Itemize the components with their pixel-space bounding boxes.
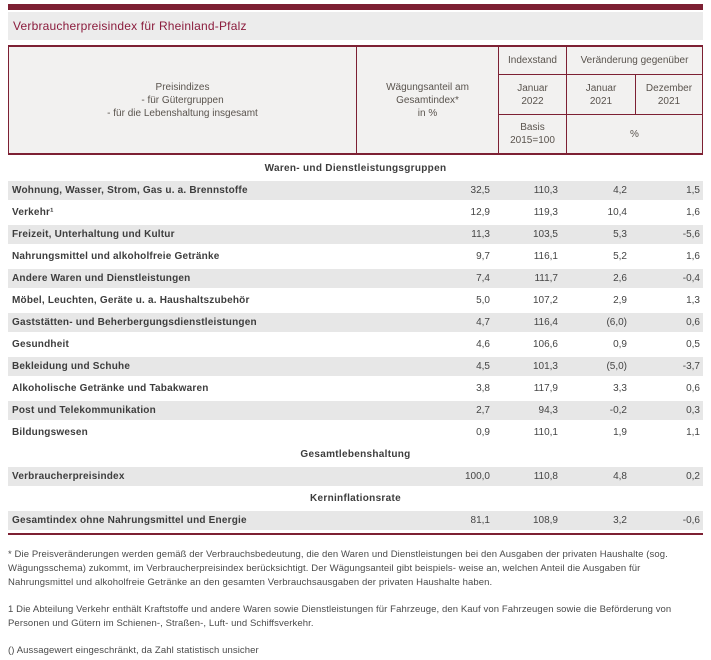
table-row xyxy=(8,401,703,420)
table-header xyxy=(8,45,703,155)
header-january-2022: Januar 2022 xyxy=(499,75,566,114)
cell-value: -0,4 xyxy=(682,273,700,284)
footnote-weighting: * Die Preisveränderungen werden gemäß der Verbrauchsbedeutung, die den Waren und Dienstleistungen bei den Ausgaben der privaten Haushalte (sog. Wägungsschema) zukommt, im Verbraucherpreisindex berücksichtigt. Der Wägungsanteil gibt beispiels- weise an, welchen Anteil die Ausgaben für Nahrungsmittel und alkoholfreie Getränke an den gesamten Verbrauchsausgaben der privaten Haushalte haben. xyxy=(8,549,668,588)
row-label: Nahrungsmittel und alkoholfreie Getränke xyxy=(12,251,220,262)
footnotes xyxy=(8,548,703,658)
header-weight-share: Wägungsanteil am Gesamtindex* in % xyxy=(357,47,498,153)
table-row xyxy=(8,313,703,332)
cell-value: 1,9 xyxy=(613,427,627,438)
row-label: Post und Telekommunikation xyxy=(12,405,156,416)
cell-value: 12,9 xyxy=(470,207,490,218)
cell-value: 1,6 xyxy=(686,207,700,218)
cell-value: 11,3 xyxy=(471,229,490,240)
table-row xyxy=(8,335,703,354)
cell-value: 81,1 xyxy=(470,515,490,526)
table-body xyxy=(8,159,703,535)
section-title: Gesamtlebenshaltung xyxy=(300,449,411,460)
header-index-level: Indexstand xyxy=(499,47,566,74)
cell-value: 32,5 xyxy=(470,185,490,196)
cell-value: 110,3 xyxy=(533,185,558,196)
cell-value: 1,3 xyxy=(686,295,700,306)
cell-value: 2,9 xyxy=(613,295,627,306)
cell-value: 5,3 xyxy=(613,229,627,240)
cell-value: 1,5 xyxy=(686,185,700,196)
cell-value: 94,3 xyxy=(538,405,558,416)
cell-value: 9,7 xyxy=(476,251,490,262)
table-row xyxy=(8,357,703,376)
cell-value: 110,8 xyxy=(533,471,558,482)
table-row xyxy=(8,181,703,200)
cell-value: 5,0 xyxy=(476,295,490,306)
cell-value: 3,8 xyxy=(476,383,490,394)
accent-top-bar xyxy=(8,4,703,10)
cell-value: 117,9 xyxy=(533,383,558,394)
cell-value: 0,5 xyxy=(686,339,700,350)
cell-value: 7,4 xyxy=(476,273,490,284)
cell-value: 0,6 xyxy=(686,383,700,394)
header-december-2021: Dezember 2021 xyxy=(636,75,702,114)
row-label: Freizeit, Unterhaltung und Kultur xyxy=(12,229,175,240)
cell-value: 4,8 xyxy=(613,471,627,482)
cell-value: 4,2 xyxy=(613,185,627,196)
cell-value: 2,6 xyxy=(613,273,627,284)
row-label: Gesundheit xyxy=(12,339,70,350)
cell-value: -0,2 xyxy=(609,405,627,416)
cell-value: 10,4 xyxy=(607,207,627,218)
cell-value: 0,9 xyxy=(476,427,490,438)
table-row xyxy=(8,269,703,288)
header-price-indices: Preisindizes - für Gütergruppen - für die Lebenshaltung insgesamt xyxy=(9,47,356,153)
row-label: Wohnung, Wasser, Strom, Gas u. a. Brennstoffe xyxy=(12,185,248,196)
row-label: Möbel, Leuchten, Geräte u. a. Haushaltszubehör xyxy=(12,295,250,306)
cell-value: 116,4 xyxy=(533,317,558,328)
section-title: Waren- und Dienstleistungsgruppen xyxy=(264,163,447,174)
row-label: Alkoholische Getränke und Tabakwaren xyxy=(12,383,209,394)
table-row xyxy=(8,379,703,398)
cell-value: -5,6 xyxy=(682,229,700,240)
cell-value: 4,7 xyxy=(476,317,490,328)
row-label: Bildungswesen xyxy=(12,427,88,438)
cell-value: 2,7 xyxy=(476,405,490,416)
cell-value: 119,3 xyxy=(533,207,558,218)
cell-value: 116,1 xyxy=(533,251,558,262)
header-basis: Basis 2015=100 xyxy=(499,115,566,153)
footnote-parentheses: () Aussagewert eingeschränkt, da Zahl statistisch unsicher xyxy=(8,645,259,656)
cell-value: 100,0 xyxy=(464,471,490,482)
cell-value: 0,3 xyxy=(686,405,700,416)
row-label: Gesamtindex ohne Nahrungsmittel und Energie xyxy=(12,515,247,526)
row-label: Verbraucherpreisindex xyxy=(12,471,125,482)
cell-value: 107,2 xyxy=(532,295,558,306)
table-row xyxy=(8,291,703,310)
cell-value: (6,0) xyxy=(606,317,627,328)
table-row xyxy=(8,423,703,442)
cell-value: 111,7 xyxy=(534,273,558,284)
cell-value: 0,6 xyxy=(686,317,700,328)
section-title: Kerninflationsrate xyxy=(310,493,401,504)
row-label: Verkehr¹ xyxy=(12,207,54,218)
row-label: Andere Waren und Dienstleistungen xyxy=(12,273,191,284)
row-label: Gaststätten- und Beherbergungsdienstleistungen xyxy=(12,317,257,328)
table-row xyxy=(8,247,703,266)
header-change-vs: Veränderung gegenüber xyxy=(567,47,702,74)
cell-value: (5,0) xyxy=(606,361,627,372)
footnote-transport: 1 Die Abteilung Verkehr enthält Kraftstoffe und andere Waren sowie Dienstleistungen für Fahrzeuge, den Kauf von Fahrzeugen sowie die Beförderung von Personen und Gütern im Schienen-, Straßen-, Luft- und Schiffsverkehr. xyxy=(8,604,672,629)
cell-value: 0,9 xyxy=(613,339,627,350)
header-percent: % xyxy=(567,115,702,153)
cell-value: 0,2 xyxy=(686,471,700,482)
cell-value: -3,7 xyxy=(682,361,700,372)
page-title: Verbraucherpreisindex für Rheinland-Pfalz xyxy=(13,19,247,33)
table-row xyxy=(8,511,703,530)
cell-value: 1,6 xyxy=(686,251,700,262)
cell-value: -0,6 xyxy=(682,515,700,526)
cell-value: 5,2 xyxy=(613,251,627,262)
header-january-2021: Januar 2021 xyxy=(567,75,635,114)
cell-value: 4,6 xyxy=(476,339,490,350)
cell-value: 103,5 xyxy=(532,229,558,240)
table-row xyxy=(8,467,703,486)
cell-value: 4,5 xyxy=(476,361,490,372)
table-row xyxy=(8,225,703,244)
title-box xyxy=(8,12,703,40)
cell-value: 3,2 xyxy=(613,515,627,526)
row-label: Bekleidung und Schuhe xyxy=(12,361,131,372)
cell-value: 106,6 xyxy=(532,339,558,350)
cell-value: 110,1 xyxy=(533,427,558,438)
cell-value: 108,9 xyxy=(532,515,558,526)
cell-value: 1,1 xyxy=(686,427,700,438)
table-row xyxy=(8,203,703,222)
cell-value: 3,3 xyxy=(613,383,627,394)
cell-value: 101,3 xyxy=(532,361,558,372)
